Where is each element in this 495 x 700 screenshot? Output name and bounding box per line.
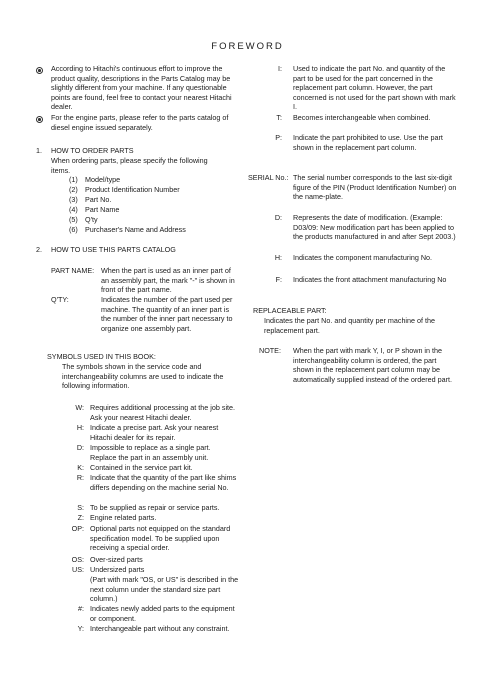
note-text: When the part with mark Y, I, or P shown in the interchangeability column is ordered, the part shown in the replacement part column may be automatically supplied instead of the ordered part. bbox=[293, 346, 453, 384]
symbol-code: R: bbox=[76, 473, 84, 482]
intro-paragraph-2: For the engine parts, please refer to the parts catalog of diesel engine issued separately. bbox=[51, 113, 229, 132]
symbol-description: To be supplied as repair or service parts. bbox=[90, 503, 220, 512]
order-item-number: (2) bbox=[69, 185, 78, 194]
symbol-description: Impossible to replace as a single part. Replace the part in an assembly unit. bbox=[90, 443, 211, 462]
symbol-description: Indicate that the quantity of the part like shims differs depending on the machine serial No. bbox=[90, 473, 237, 492]
symbol-description: Indicates the front attachment manufacturing No bbox=[293, 275, 447, 284]
symbol-description: Represents the date of modification. (Example: D03/09: New modification part has been applied to the products manufactured in and after Sept 2003.) bbox=[293, 213, 456, 242]
symbol-description: Interchangeable part without any constraint. bbox=[90, 624, 230, 633]
symbol-description: Indicates newly added parts to the equipment or component. bbox=[90, 604, 235, 623]
section-1-heading: HOW TO ORDER PARTS bbox=[51, 146, 134, 155]
order-item-text: Part Name bbox=[85, 205, 120, 214]
symbol-description: Over-sized parts bbox=[90, 555, 143, 564]
order-item-number: (4) bbox=[69, 205, 78, 214]
order-item-text: Q'ty bbox=[85, 215, 98, 224]
order-item-text: Model/type bbox=[85, 175, 121, 184]
symbol-code: H: bbox=[76, 423, 84, 432]
part-name-description: When the part is used as an inner part of an assembly part, the mark "-" is shown in front of the part name. bbox=[101, 266, 235, 295]
symbol-code: #: bbox=[78, 604, 84, 613]
symbol-code: US: bbox=[72, 565, 84, 574]
section-2-heading: HOW TO USE THIS PARTS CATALOG bbox=[51, 245, 176, 254]
symbol-description: Engine related parts. bbox=[90, 513, 157, 522]
symbol-code: Y: bbox=[77, 624, 84, 633]
replaceable-heading: REPLACEABLE PART: bbox=[253, 306, 327, 315]
symbol-description: Optional parts not equipped on the standard specification model. To be supplied upon receiving a special order. bbox=[90, 524, 231, 553]
replaceable-description: Indicates the part No. and quantity per machine of the replacement part. bbox=[264, 316, 436, 335]
symbol-description: (Part with mark "OS, or US" is described in the next column under the standard size part column.) bbox=[90, 575, 239, 604]
note-label: NOTE: bbox=[259, 346, 281, 355]
symbol-code: OS: bbox=[71, 555, 84, 564]
symbol-code: H: bbox=[274, 253, 282, 262]
symbol-description: Indicate a precise part. Ask your nearest Hitachi dealer for its repair. bbox=[90, 423, 219, 442]
symbol-code: D: bbox=[274, 213, 282, 222]
symbol-description: Indicate the part prohibited to use. Use the part shown in the replacement part column. bbox=[293, 133, 443, 152]
symbols-lead: The symbols shown in the service code and interchangeability columns are used to indicate the following information. bbox=[62, 362, 224, 391]
symbol-description: Used to indicate the part No. and quantity of the part to be used for the part concerned in the replacement part column. However, the part concerned is not used for the part shown with mark I. bbox=[293, 64, 456, 112]
symbol-code: Z: bbox=[77, 513, 84, 522]
part-name-label: PART NAME: bbox=[51, 266, 95, 275]
order-item-text: Product Identification Number bbox=[85, 185, 180, 194]
intro-paragraph-1: According to Hitachi's continuous effort to improve the product quality, descriptions in the Parts Catalog may be slightly different from your machine. If any questionable points are found, feel free to contact your nearest Hitachi dealer. bbox=[51, 64, 232, 112]
symbol-description: Undersized parts bbox=[90, 565, 145, 574]
symbol-code: F: bbox=[275, 275, 282, 284]
section-1-lead: When ordering parts, please specify the following items. bbox=[51, 156, 208, 175]
order-item-number: (6) bbox=[69, 225, 78, 234]
order-item-number: (5) bbox=[69, 215, 78, 224]
serial-description: The serial number corresponds to the last six-digit figure of the PIN (Product Identification Number) on the name-plate. bbox=[293, 173, 457, 202]
symbol-description: Contained in the service part kit. bbox=[90, 463, 193, 472]
symbols-heading: SYMBOLS USED IN THIS BOOK: bbox=[47, 352, 156, 361]
order-item-text: Purchaser's Name and Address bbox=[85, 225, 186, 234]
symbol-code: W: bbox=[75, 403, 84, 412]
symbol-description: Becomes interchangeable when combined. bbox=[293, 113, 431, 122]
symbol-code: I: bbox=[278, 64, 282, 73]
order-item-number: (3) bbox=[69, 195, 78, 204]
symbol-code: D: bbox=[76, 443, 84, 452]
order-item-text: Part No. bbox=[85, 195, 112, 204]
symbol-description: Requires additional processing at the job site. Ask your nearest Hitachi dealer. bbox=[90, 403, 236, 422]
section-1-number: 1. bbox=[36, 146, 42, 155]
symbol-code: OP: bbox=[71, 524, 84, 533]
symbol-code: K: bbox=[77, 463, 84, 472]
order-item-number: (1) bbox=[69, 175, 78, 184]
qty-label: Q'TY: bbox=[51, 295, 69, 304]
qty-description: Indicates the number of the part used per machine. The quantity of an inner part is the number of the inner part necessary to organize one assembly part. bbox=[101, 295, 233, 333]
section-2-number: 2. bbox=[36, 245, 42, 254]
symbol-description: Indicates the component manufacturing No. bbox=[293, 253, 433, 262]
serial-label: SERIAL No.: bbox=[248, 173, 289, 182]
page-title: FOREWORD bbox=[211, 41, 284, 52]
symbol-code: T: bbox=[276, 113, 282, 122]
bullet-icon bbox=[36, 116, 43, 123]
symbol-code: S: bbox=[77, 503, 84, 512]
bullet-icon bbox=[36, 67, 43, 74]
symbol-code: P: bbox=[275, 133, 282, 142]
